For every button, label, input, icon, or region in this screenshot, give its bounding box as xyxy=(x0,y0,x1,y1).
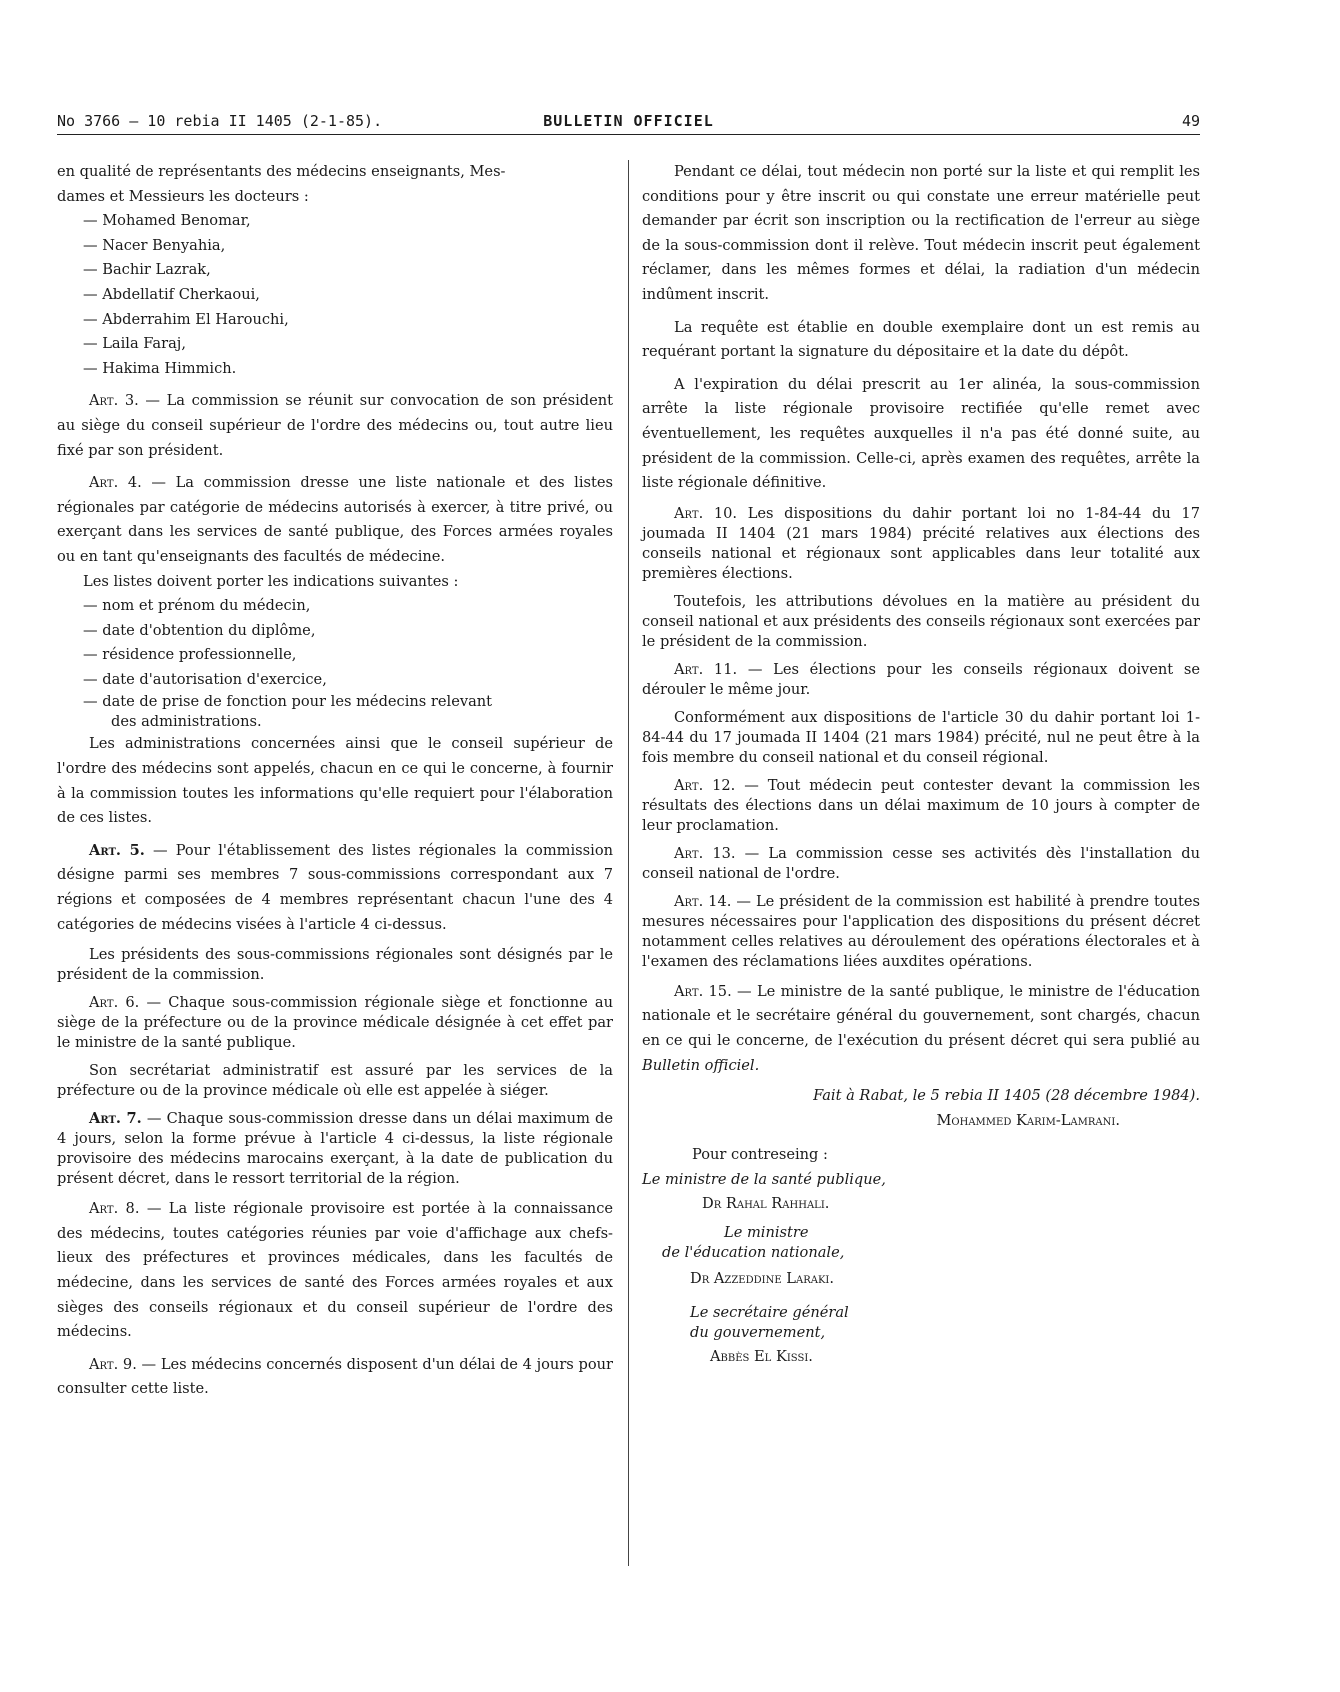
article-label: Art. 8. xyxy=(89,1200,140,1218)
article-text: — La commission se réunit sur convocation de son président au siège du conseil supérieur de l'ordre des médecins ou, tout autre lieu fixé par son président. xyxy=(57,392,613,459)
article-text: — Le président de la commission est habilité à prendre toutes mesures nécessaires pour l'application des dispositions du présent décret notamment celles relatives au déroulement des opérations électorales et à l'examen des réclamations liées auxdites opérations. xyxy=(642,892,1200,970)
indication-item: — date d'autorisation d'exercice, xyxy=(83,670,327,688)
article-text: — Tout médecin peut contester devant la commission les résultats des élections dans un délai maximum de 10 jours à compter de leur proclamation. xyxy=(642,776,1200,834)
article-text: Les dispositions du dahir portant loi no 1-84-44 du 17 joumada II 1404 (21 mars 1984) précité relatives aux élections des conseils national et régionaux sont applicables dans leur totalité aux premières élections. xyxy=(642,504,1200,582)
article-11 xyxy=(642,660,1200,700)
article-7 xyxy=(57,1109,613,1189)
article-label: Art. 12. xyxy=(674,776,736,794)
article-text: — Le ministre de la santé publique, le ministre de l'éducation nationale et le secrétaire général du gouvernement, sont chargés, chacun en ce qui le concerne, de l'exécution du présent décret qui sera publié au xyxy=(642,982,1200,1049)
secretariat-paragraph: Son secrétariat administratif est assuré par les services de la préfecture ou de la province médicale où elle est appelée à siéger. xyxy=(57,1062,613,1100)
right-column xyxy=(642,160,1200,1367)
ministre-sante-title: Le ministre de la santé publique, xyxy=(642,1170,886,1188)
administrations-paragraph: Les administrations concernées ainsi que le conseil supérieur de l'ordre des médecins sont appelés, chacun en ce qui le concerne, à fournir à la commission toutes les informations qu'elle requiert pour l'élaboration de ces listes. xyxy=(57,735,613,827)
contreseing-label: Pour contreseing : xyxy=(692,1146,828,1164)
article-3 xyxy=(57,389,613,463)
page-number: 49 xyxy=(1181,112,1200,130)
article-label: Art. 11. xyxy=(674,660,738,678)
docteur-item: — Laila Faraj, xyxy=(83,335,186,353)
article-text: — La liste régionale provisoire est portée à la connaissance des médecins, toutes catégories réunies par voie d'affichage aux chefs-lieux des préfectures et provinces médicales, dans les facultés de médecine, dans les services de santé des Forces armées royales et aux sièges des conseils régionaux et du conseil supérieur de l'ordre des médecins. xyxy=(57,1200,613,1341)
signature-education xyxy=(642,1223,1200,1289)
ministre-education-title-2: de l'éducation nationale, xyxy=(662,1244,845,1262)
article-8 xyxy=(57,1197,613,1345)
article-6 xyxy=(57,993,613,1053)
article-label: Art. 6. xyxy=(89,994,140,1012)
page-header xyxy=(57,112,1200,135)
article-10 xyxy=(642,504,1200,584)
article-text: — Les élections pour les conseils régionaux doivent se dérouler le même jour. xyxy=(642,660,1200,698)
issue-info: No 3766 — 10 rebia II 1405 (2-1-85). xyxy=(57,112,383,130)
docteur-item: — Abdellatif Cherkaoui, xyxy=(83,285,260,303)
left-column xyxy=(57,160,613,1402)
signataire-nom: Mohammed Karim-Lamrani. xyxy=(936,1111,1120,1129)
bulletin-officiel-ref: Bulletin officiel. xyxy=(642,1056,760,1074)
indication-item: — date d'obtention du diplôme, xyxy=(83,621,316,639)
presidents-paragraph: Les présidents des sous-commissions régionales sont désignés par le président de la commission. xyxy=(57,946,613,984)
secretaire-title-1: Le secrétaire général xyxy=(690,1304,849,1322)
article-label: Art. 9. xyxy=(89,1355,137,1373)
expiration-paragraph: A l'expiration du délai prescrit au 1er alinéa, la sous-commission arrête la liste régionale provisoire rectifiée qu'elle remet avec éventuellement, les requêtes auxquelles il n'a pas été donné suite, au président de la commission. Celle-ci, après examen des requêtes, arrête la liste régionale définitive. xyxy=(642,375,1200,492)
article-13 xyxy=(642,844,1200,884)
article-15 xyxy=(642,980,1200,1078)
fait-a-rabat: Fait à Rabat, le 5 rebia II 1405 (28 décembre 1984). xyxy=(813,1087,1200,1105)
requete-paragraph: La requête est établie en double exemplaire dont un est remis au requérant portant la signature du dépositaire et la date du dépôt. xyxy=(642,318,1200,361)
secretaire-nom: Abbès El Kissi. xyxy=(710,1348,813,1366)
article-label: Art. 10. xyxy=(674,504,738,522)
toutefois-paragraph: Toutefois, les attributions dévolues en la matière au président du conseil national et aux présidents des conseils régionaux sont exercées par le président de la commission. xyxy=(642,592,1200,650)
docteur-item: — Abderrahim El Harouchi, xyxy=(83,310,289,328)
article-label: Art. 13. xyxy=(674,844,736,862)
docteur-item: — Bachir Lazrak, xyxy=(83,261,211,279)
conformement-paragraph: Conformément aux dispositions de l'article 30 du dahir portant loi 1-84-44 du 17 joumada II 1404 (21 mars 1984) précité, nul ne peut être à la fois membre du conseil national et du conseil régional. xyxy=(642,708,1200,766)
article-label: Art. 14. xyxy=(674,892,732,910)
article-label: Art. 5. xyxy=(89,841,145,859)
docteur-item: — Mohamed Benomar, xyxy=(83,212,251,230)
article-text: — La commission cesse ses activités dès l'installation du conseil national de l'ordre. xyxy=(642,844,1200,882)
intro-line-1: en qualité de représentants des médecins enseignants, Mes- xyxy=(57,163,506,180)
signature-secretaire xyxy=(642,1303,1200,1367)
article-4 xyxy=(57,471,613,569)
ministre-education-nom: Dr Azzeddine Laraki. xyxy=(690,1270,835,1288)
indication-item: — nom et prénom du médecin, xyxy=(83,597,311,615)
article-text: — La commission dresse une liste nationale et des listes régionales par catégorie de médecins autorisés à exercer, à titre privé, ou exerçant dans les services de santé publique, des Forces armées royales ou en tant qu'enseignants des facultés de médecine. xyxy=(57,474,613,565)
indication-item: — date de prise de fonction pour les médecins relevant xyxy=(83,693,493,711)
intro-line-2: dames et Messieurs les docteurs : xyxy=(57,187,309,205)
contreseing-block xyxy=(642,1143,1200,1168)
article-12 xyxy=(642,776,1200,836)
docteur-item: — Nacer Benyahia, xyxy=(83,236,226,254)
article-label: Art. 15. xyxy=(674,982,732,1000)
column-divider xyxy=(628,160,629,1566)
delai-paragraph: Pendant ce délai, tout médecin non porté sur la liste et qui remplit les conditions pour y être inscrit ou qui constate une erreur matérielle peut demander par écrit son inscription ou la rectification de l'erreur au siège de la sous-commission dont il relève. Tout médecin inscrit peut également réclamer, dans les mêmes formes et délai, la radiation d'un médecin indûment inscrit. xyxy=(642,163,1200,303)
indication-item-cont: des administrations. xyxy=(111,713,262,731)
indication-item: — résidence professionnelle, xyxy=(83,646,297,664)
article-label: Art. 3. xyxy=(89,392,139,410)
secretaire-title-2: du gouvernement, xyxy=(690,1324,826,1342)
listes-intro: Les listes doivent porter les indications suivantes : xyxy=(83,572,459,590)
article-5 xyxy=(57,839,613,937)
article-text: — Chaque sous-commission dresse dans un délai maximum de 4 jours, selon la forme prévue à l'article 4 ci-dessus, la liste régionale provisoire des médecins marocains exerçant, à la date de publication du présent décret, dans le ressort territorial de la région. xyxy=(57,1110,613,1188)
ministre-sante-nom: Dr Rahal Rahhali. xyxy=(702,1195,830,1213)
article-label: Art. 7. xyxy=(89,1110,142,1128)
signature-sante xyxy=(642,1168,1200,1217)
article-label: Art. 4. xyxy=(89,474,142,492)
article-text: — Pour l'établissement des listes régionales la commission désigne parmi ses membres 7 sous-commissions correspondant aux 7 régions et composées de 4 membres représentant chacun l'une des 4 catégories de médecins visées à l'article 4 ci-dessus. xyxy=(57,841,614,933)
docteur-item: — Hakima Himmich. xyxy=(83,359,237,377)
ministre-education-title-1: Le ministre xyxy=(724,1224,809,1242)
article-9 xyxy=(57,1353,613,1402)
publication-title: BULLETIN OFFICIEL xyxy=(543,112,714,130)
article-text: — Chaque sous-commission régionale siège et fonctionne au siège de la préfecture ou de la province médicale désignée à cet effet par le ministre de la santé publique. xyxy=(57,994,614,1052)
article-14 xyxy=(642,892,1200,972)
article-text: — Les médecins concernés disposent d'un délai de 4 jours pour consulter cette liste. xyxy=(57,1355,614,1398)
